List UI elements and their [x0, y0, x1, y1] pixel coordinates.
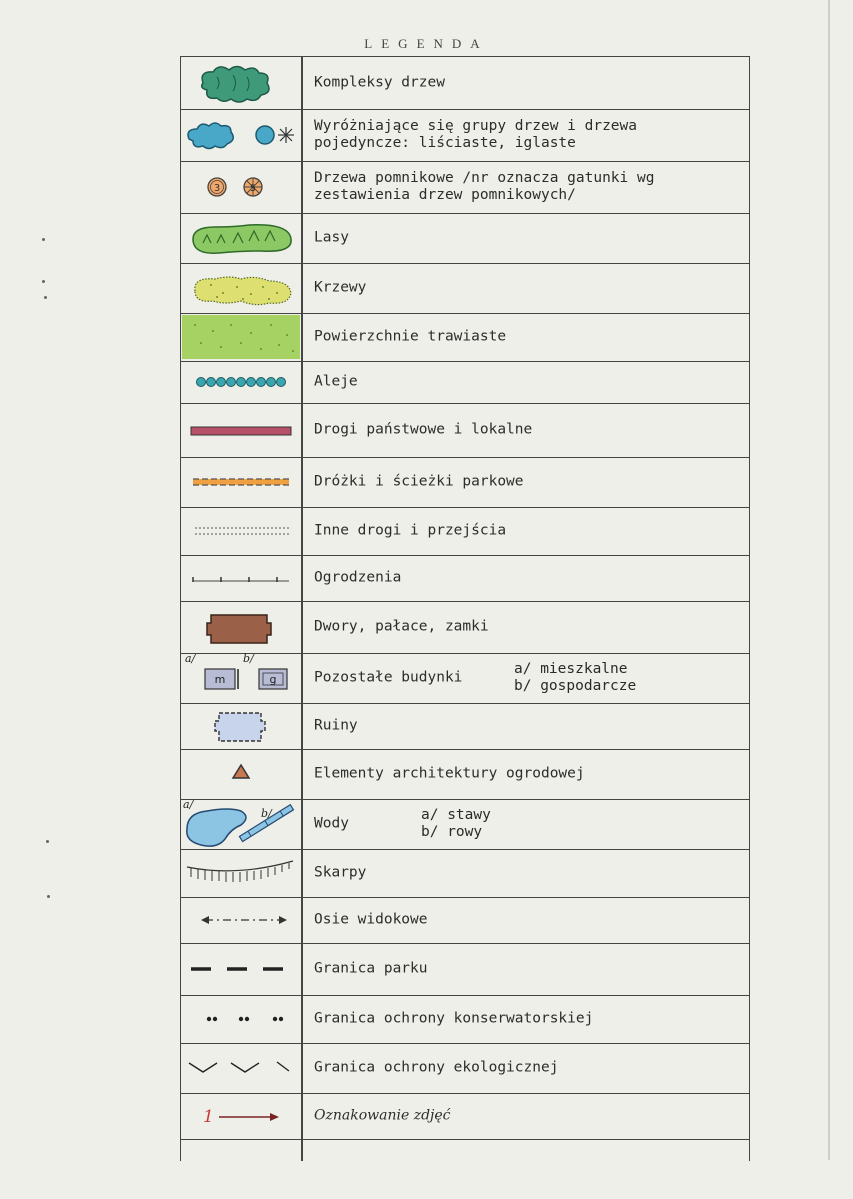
paper-speck	[47, 895, 50, 898]
monument-number: 5	[250, 184, 256, 194]
legend-label: Granica parku	[314, 960, 428, 977]
legend-row-waters	[181, 799, 749, 850]
legend-label: Elementy architektury ogrodowej	[314, 765, 585, 782]
legend-label: Ogrodzenia	[314, 569, 402, 586]
legend-label: Granica ochrony ekologicznej	[314, 1059, 559, 1076]
legend-row-ecological-border	[181, 1043, 749, 1094]
variant-mark: a/	[185, 653, 196, 665]
page-title: LEGENDA	[364, 36, 489, 51]
ecological-border-icon	[181, 1043, 301, 1093]
grass-area-icon	[181, 313, 301, 361]
fence-icon	[181, 555, 301, 601]
legend-label: Wody	[314, 815, 349, 832]
legend-row-escarpments	[181, 849, 749, 898]
triangle-icon	[181, 749, 301, 799]
building-icon	[181, 653, 301, 703]
legend-sub-label: a/ stawy b/ rowy	[421, 807, 491, 840]
legend-row-alleys	[181, 361, 749, 404]
other-road-icon	[181, 507, 301, 555]
variant-mark: b/	[261, 807, 272, 820]
monument-number: 3	[213, 183, 221, 194]
paper-speck	[42, 280, 45, 283]
legend-row-shrubs	[181, 263, 749, 314]
legend-label: Lasy	[314, 229, 349, 246]
tree-group-icon	[181, 109, 301, 161]
legend-label: Ruiny	[314, 717, 358, 734]
legend-label: Inne drogi i przejścia	[314, 522, 507, 539]
legend-row-monument-trees	[181, 161, 749, 214]
legend-label: Granica ochrony konserwatorskiej	[314, 1010, 594, 1027]
escarpment-icon	[181, 849, 301, 897]
paper-speck	[44, 296, 47, 299]
legend-row-other-roads	[181, 507, 749, 556]
legend-row-fences	[181, 555, 749, 602]
alley-icon	[181, 361, 301, 403]
legend-row-main-roads	[181, 403, 749, 458]
building-letter: g	[269, 673, 277, 686]
shrub-icon	[181, 263, 301, 313]
legend-label: Skarpy	[314, 864, 367, 881]
main-road-icon	[181, 403, 301, 457]
tree-complex-icon	[181, 57, 301, 109]
legend-label: Dwory, pałace, zamki	[314, 618, 489, 635]
legend-row-ruins	[181, 703, 749, 750]
legend-table	[180, 56, 750, 1161]
legend-row-other-buildings	[181, 653, 749, 704]
forest-icon	[181, 213, 301, 263]
park-path-icon	[181, 457, 301, 507]
paper-speck	[42, 238, 45, 241]
page-edge	[828, 0, 830, 1160]
legend-label: Osie widokowe	[314, 911, 428, 928]
legend-row-tree-groups	[181, 109, 749, 162]
manor-icon	[181, 601, 301, 653]
legend-label: Oznakowanie zdjęć	[314, 1107, 451, 1124]
legend-row-grass	[181, 313, 749, 362]
legend-label: Wyróżniające się grupy drzew i drzewa pojedyncze: liściaste, iglaste	[314, 118, 638, 151]
legend-label: Krzewy	[314, 279, 367, 296]
legend-row-manors	[181, 601, 749, 654]
legend-label: Drogi państwowe i lokalne	[314, 421, 533, 438]
legend-label: Powierzchnie trawiaste	[314, 328, 507, 345]
legend-row-conservation-border	[181, 995, 749, 1044]
park-border-icon	[181, 943, 301, 995]
variant-mark: b/	[243, 653, 254, 665]
legend-row-photo-markers	[181, 1093, 749, 1140]
legend-label: Drzewa pomnikowe /nr oznacza gatunki wg zestawienia drzew pomnikowych/	[314, 170, 655, 203]
legend-row-empty	[181, 1139, 749, 1161]
legend-row-tree-complexes	[181, 57, 749, 110]
building-letter: m	[214, 673, 226, 686]
view-axis-icon	[181, 897, 301, 943]
legend-row-park-paths	[181, 457, 749, 508]
legend-label: Pozostałe budynki	[314, 669, 463, 686]
paper-speck	[46, 840, 49, 843]
legend-sub-label: a/ mieszkalne b/ gospodarcze	[514, 661, 637, 694]
legend-row-forests	[181, 213, 749, 264]
legend-row-garden-architecture	[181, 749, 749, 800]
legend-row-view-axes	[181, 897, 749, 944]
legend-row-park-border	[181, 943, 749, 996]
photo-number: 1	[203, 1107, 214, 1127]
legend-label: Dróżki i ścieżki parkowe	[314, 473, 524, 490]
monument-tree-icon	[181, 161, 301, 213]
water-icon	[181, 799, 301, 849]
photo-arrow-icon	[181, 1093, 301, 1139]
ruins-icon	[181, 703, 301, 749]
conservation-border-icon	[181, 995, 301, 1043]
legend-label: Aleje	[314, 373, 358, 390]
legend-label: Kompleksy drzew	[314, 74, 445, 91]
variant-mark: a/	[183, 799, 194, 811]
